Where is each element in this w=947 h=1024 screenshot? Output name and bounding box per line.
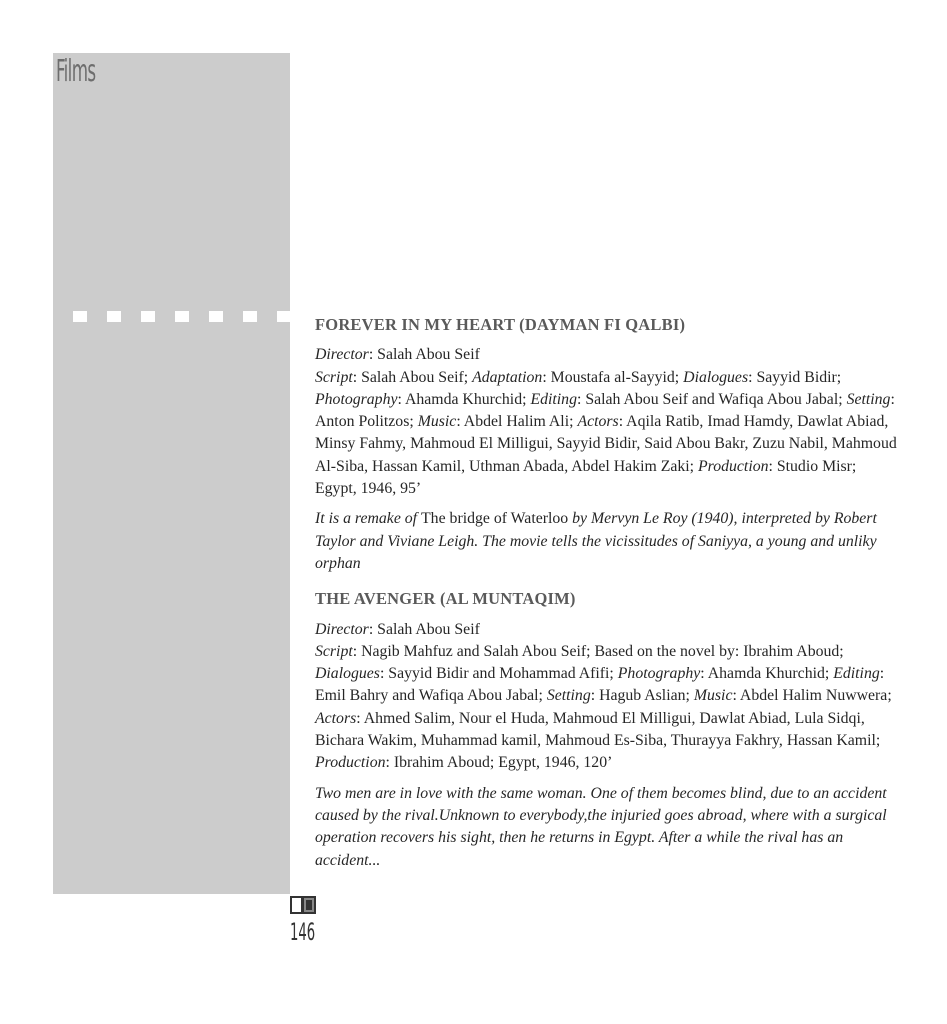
credit-label: Director bbox=[315, 620, 369, 638]
film-credits bbox=[315, 619, 897, 775]
credits-paragraph: Script: Nagib Mahfuz and Salah Abou Seif; Based on the novel by: Ibrahim Aboud; Dialogues: Sayyid Bidir and Mohammad Afifi; Photography: Ahamda Khurchid; Editing: Emil Bahry and Wafiqa Abou Jabal; Setting: Hagub Aslian; Music: Abdel Halim Nuwwera; Actors: Ahmed Salim, Nour el Huda, Mahmoud El Milligui, Dawlat Abiad, Lula Sidqi, Bichara Wakim, Muhammad kamil, Mahmoud Es-Siba, Thurayya Fakhry, Hassan Kamil; Production: Ibrahim Aboud; Egypt, 1946, 120’ bbox=[315, 642, 892, 772]
credit-value: Salah Abou Seif and Wafiqa Abou Jabal; bbox=[585, 390, 843, 408]
director-line: Director: Salah Abou Seif bbox=[315, 620, 480, 638]
credit-label: Setting bbox=[846, 390, 891, 408]
credit-label: Actors bbox=[315, 709, 357, 727]
film-title: FOREVER IN MY HEART (DAYMAN FI QALBI) bbox=[315, 315, 686, 334]
credit-value: Aqila Ratib, Imad Hamdy, Dawlat Abiad, Minsy Fahmy, Mahmoud El Milligui, Sayyid Bidir, Said Abou Bakr, Zuzu Nabil, Mahmoud Al-Siba, Hassan Kamil, Uthman Abada, Abdel Hakim Zaki; bbox=[315, 413, 897, 475]
sidebar-panel-top bbox=[53, 53, 290, 311]
credit-value: Abdel Halim Ali; bbox=[463, 413, 574, 431]
page-number: 146 bbox=[290, 918, 316, 946]
film-title: THE AVENGER (AL MUNTAQIM) bbox=[315, 589, 576, 609]
credit-label: Music bbox=[693, 687, 733, 705]
credit-value: Salah Abou Seif; bbox=[361, 368, 469, 386]
film-synopsis: Two men are in love with the same woman. One of them becomes blind, due to an accident caused by the rival.Unknown to everybody,the injuried goes abroad, where with a surgical operation recovers his sight, then he returns in Egypt. After a while the rival has an accident... bbox=[315, 784, 887, 869]
credit-value: Emil Bahry and Wafiqa Abou Jabal; bbox=[315, 687, 543, 705]
film-entries bbox=[315, 314, 897, 872]
credit-value: Ibrahim Aboud; Egypt, 1946, 120’ bbox=[393, 754, 613, 772]
credit-value: Sayyid Bidir; bbox=[756, 368, 842, 386]
film-synopsis bbox=[315, 508, 897, 575]
director-line: Director: Salah Abou Seif bbox=[315, 346, 480, 364]
credit-value: Nagib Mahfuz and Salah Abou Seif; Based on the novel by: Ibrahim Aboud; bbox=[361, 642, 844, 660]
credit-value: Studio Misr; Egypt, 1946, 95’ bbox=[315, 457, 857, 498]
book-marker-icon bbox=[290, 896, 316, 914]
synopsis-text: by Mervyn Le Roy (1940), interpreted by Robert Taylor and Viviane Leigh. The movie tells the vicissitudes of Saniyya, a young and unliky orphan bbox=[315, 510, 877, 572]
referenced-film-title: The bridge of Waterloo bbox=[421, 510, 569, 528]
credit-value: Anton Politzos; bbox=[315, 413, 414, 431]
credits-paragraph: Script: Salah Abou Seif; Adaptation: Moustafa al-Sayyid; Dialogues: Sayyid Bidir; Photography: Ahamda Khurchid; Editing: Salah Abou Seif and Wafiqa Abou Jabal; Setting: Anton Politzos; Music: Abdel Halim Ali; Actors: Aqila Ratib, Imad Hamdy, Dawlat Abiad, Minsy Fahmy, Mahmoud El Milligui, Sayyid Bidir, Said Abou Bakr, Zuzu Nabil, Mahmoud Al-Siba, Hassan Kamil, Uthman Abada, Abdel Hakim Zaki; Production: Studio Misr; Egypt, 1946, 95’ bbox=[315, 368, 897, 498]
credit-label: Production bbox=[698, 457, 769, 475]
film-credits bbox=[315, 344, 897, 500]
credit-value: Abdel Halim Nuwwera; bbox=[739, 687, 892, 705]
credit-value: Hagub Aslian; bbox=[599, 687, 690, 705]
credit-value: Moustafa al-Sayyid; bbox=[550, 368, 680, 386]
credit-label: Script bbox=[315, 368, 353, 386]
sidebar-panel-bottom bbox=[53, 322, 290, 894]
credit-label: Setting bbox=[546, 687, 591, 705]
credit-label: Editing bbox=[530, 390, 577, 408]
credit-label: Dialogues bbox=[683, 368, 749, 386]
credit-value: Ahamda Khurchid; bbox=[707, 665, 830, 683]
credit-label: Script bbox=[315, 642, 353, 660]
credit-label: Dialogues bbox=[315, 665, 380, 683]
credit-label: Editing bbox=[833, 665, 880, 683]
dashed-divider bbox=[53, 311, 290, 322]
synopsis-text: It is a remake of bbox=[315, 510, 418, 528]
credit-label: Production bbox=[315, 754, 386, 772]
credit-value: Sayyid Bidir and Mohammad Afifi; bbox=[388, 665, 614, 683]
credit-value: Salah Abou Seif bbox=[377, 346, 480, 364]
credit-value: Ahamda Khurchid; bbox=[404, 390, 527, 408]
credit-label: Photography bbox=[315, 390, 398, 408]
credit-value: Ahmed Salim, Nour el Huda, Mahmoud El Milligui, Dawlat Abiad, Lula Sidqi, Bichara Wakim, Muhammad kamil, Mahmoud Es-Siba, Thurayya Fakhry, Hassan Kamil; bbox=[315, 709, 881, 750]
credit-label: Actors bbox=[577, 413, 619, 431]
credit-label: Adaptation bbox=[472, 368, 543, 386]
credit-label: Music bbox=[417, 413, 457, 431]
credit-label: Photography bbox=[617, 665, 701, 683]
section-title: Films bbox=[56, 54, 96, 89]
film-entry bbox=[315, 314, 897, 575]
film-entry bbox=[315, 588, 897, 872]
credit-label: Director bbox=[315, 346, 369, 364]
credit-value: Salah Abou Seif bbox=[377, 620, 480, 638]
